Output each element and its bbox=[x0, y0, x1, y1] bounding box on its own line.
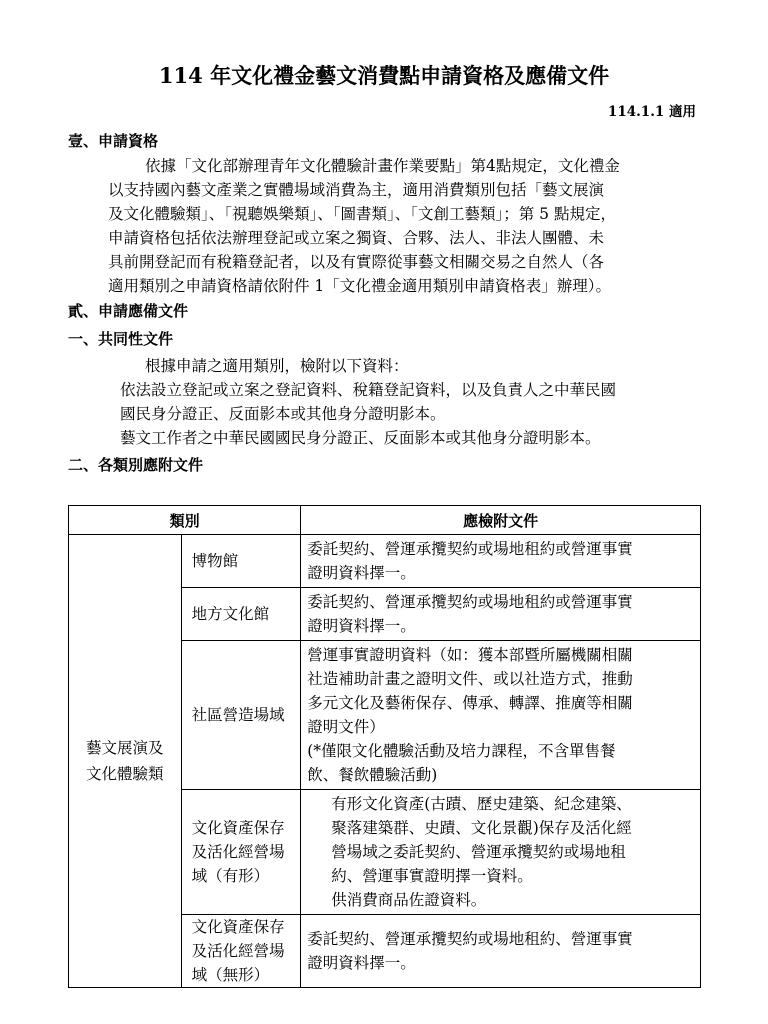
cell-text-line: 域（有形） bbox=[191, 867, 270, 885]
cell-text-line: 委託契約、營運承攬契約或場地租約、營運事實 bbox=[307, 930, 633, 948]
section1-line: 申請資格包括依法辦理登記或立案之獨資、合夥、法人、非法人團體、未 bbox=[108, 229, 605, 247]
category-documents-table bbox=[68, 505, 701, 988]
cell-text-line: 供消費商品佐證資料。 bbox=[331, 891, 487, 909]
subsection1-heading: 一、共同性文件 bbox=[68, 330, 174, 348]
section1-line: 依據「文化部辦理青年文化體驗計畫作業要點」第4點規定，文化禮金 bbox=[145, 157, 620, 175]
main-category-line: 文化體驗類 bbox=[86, 765, 164, 783]
main-category-line: 藝文展演及 bbox=[86, 739, 164, 757]
subcategory-cell bbox=[181, 535, 301, 588]
subcategory-cell bbox=[181, 588, 301, 641]
cell-text-line: 證明資料擇一。 bbox=[307, 617, 416, 635]
header-documents: 應檢附文件 bbox=[301, 506, 701, 535]
subcategory-cell bbox=[181, 641, 301, 790]
cell-text-line: 有形文化資產(古蹟、歷史建築、紀念建築、 bbox=[331, 795, 632, 813]
cell-text-line: 社造補助計畫之證明文件、或以社造方式，推動 bbox=[307, 670, 633, 688]
cell-text-line: 約、營運事實證明擇一資料。 bbox=[331, 867, 533, 885]
section1-line: 適用類別之申請資格請依附件 1「文化禮金適用類別申請資格表」辦理）。 bbox=[108, 277, 612, 295]
table-header-row bbox=[69, 506, 701, 535]
cell-text-line: 地方文化館 bbox=[191, 605, 270, 623]
cell-text-line: 多元文化及藝術保存、傳承、轉譯、推廣等相關 bbox=[307, 694, 633, 712]
main-category-cell bbox=[69, 535, 182, 988]
documents-cell bbox=[301, 641, 701, 790]
cell-text-line: 營運事實證明資料（如：獲本部暨所屬機關相關 bbox=[307, 646, 633, 664]
cell-text-line: 及活化經營場 bbox=[191, 942, 285, 960]
cell-text-line: 證明資料擇一。 bbox=[307, 954, 416, 972]
cell-text-line: 及活化經營場 bbox=[191, 843, 285, 861]
section1-line: 具前開登記而有稅籍登記者，以及有實際從事藝文相關交易之自然人（各 bbox=[108, 253, 605, 271]
cell-text-line: 營場域之委託契約、營運承攬契約或場地租 bbox=[331, 843, 626, 861]
header-category: 類別 bbox=[69, 506, 301, 535]
documents-cell bbox=[301, 535, 701, 588]
section1-line: 以支持國內藝文產業之實體場域消費為主，適用消費類別包括「藝文展演 bbox=[108, 181, 605, 199]
common-docs-line: 藝文工作者之中華民國國民身分證正、反面影本或其他身分證明影本。 bbox=[120, 429, 601, 447]
cell-text-line: 證明資料擇一。 bbox=[307, 564, 416, 582]
cell-text-line: 委託契約、營運承攬契約或場地租約或營運事實 bbox=[307, 540, 633, 558]
cell-text-line: 證明文件） bbox=[307, 718, 385, 736]
subcategory-cell bbox=[181, 790, 301, 915]
common-docs-line: 國民身分證正、反面影本或其他身分證明影本。 bbox=[120, 405, 446, 423]
section1-line: 及文化體驗類」、「視聽娛樂類」、「圖書類」、「文創工藝類」；第 5 點規定， bbox=[108, 205, 616, 223]
table-row bbox=[69, 535, 701, 588]
cell-text-line: 博物館 bbox=[191, 552, 239, 570]
effective-date: 114.1.1 適用 bbox=[607, 104, 696, 120]
page-title: 114 年文化禮金藝文消費點申請資格及應備文件 bbox=[158, 63, 610, 88]
documents-cell bbox=[301, 915, 701, 988]
subsection2-heading: 二、各類別應附文件 bbox=[68, 456, 204, 474]
section2-heading: 貳、申請應備文件 bbox=[68, 302, 189, 320]
subcategory-cell bbox=[181, 915, 301, 988]
cell-text-line: 文化資產保存 bbox=[191, 819, 285, 837]
cell-text-line: 社區營造場域 bbox=[191, 706, 285, 724]
cell-text-line: 文化資產保存 bbox=[191, 918, 285, 936]
documents-cell bbox=[301, 790, 701, 915]
cell-text-line: 域（無形） bbox=[191, 966, 270, 984]
cell-text-line: (*僅限文化體驗活動及培力課程，不含單售餐 bbox=[307, 742, 616, 760]
cell-text-line: 飲、餐飲體驗活動) bbox=[307, 766, 438, 784]
common-docs-line: 根據申請之適用類別，檢附以下資料： bbox=[145, 357, 409, 375]
documents-cell bbox=[301, 588, 701, 641]
cell-text-line: 委託契約、營運承攬契約或場地租約或營運事實 bbox=[307, 593, 633, 611]
section1-heading: 壹、申請資格 bbox=[68, 132, 159, 150]
common-docs-line: 依法設立登記或立案之登記資料、稅籍登記資料，以及負責人之中華民國 bbox=[120, 381, 617, 399]
cell-text-line: 聚落建築群、史蹟、文化景觀)保存及活化經 bbox=[331, 819, 632, 837]
